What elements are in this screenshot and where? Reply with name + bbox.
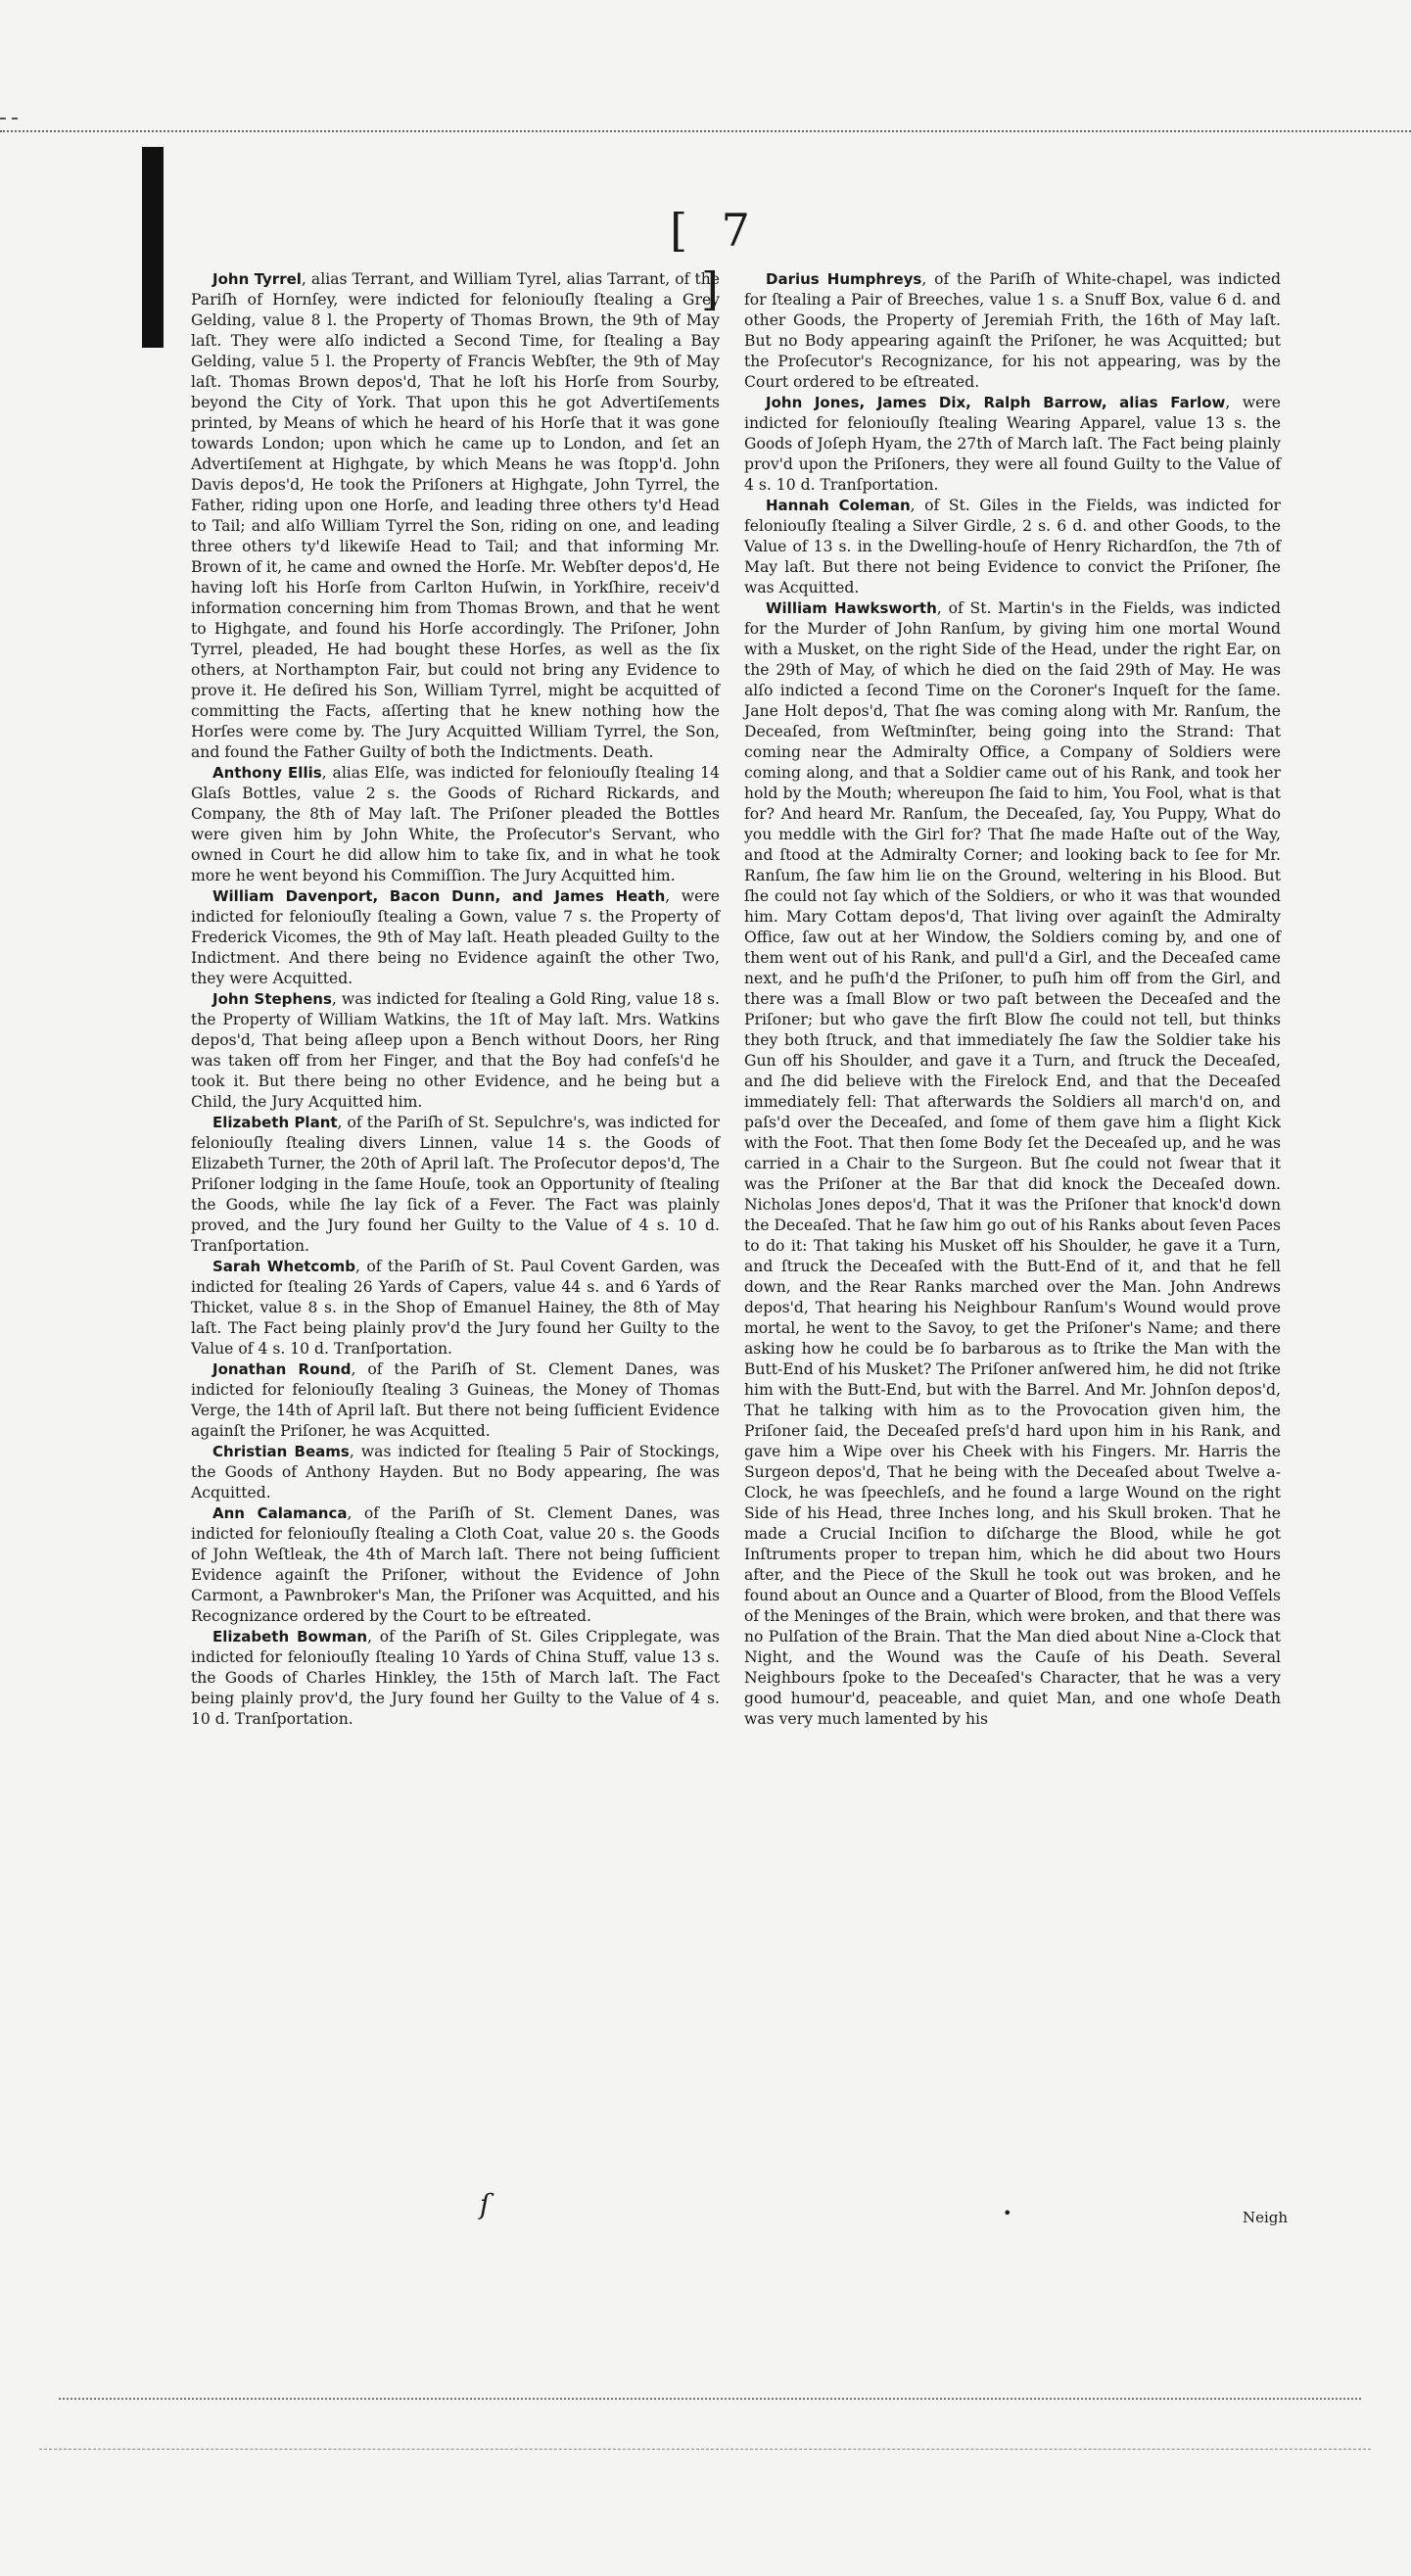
trial-entry [744, 393, 1281, 496]
defendant-name: Sarah Whetcomb [212, 1258, 355, 1275]
trial-entry [191, 763, 720, 886]
entry-text: , alias Terrant, and William Tyrel, alias Tarrant, of the Pariſh of Hornſey, were indicted for feloniouſly ſtealing a Grey Gelding, value 8 l. the Property of Thomas Brown, the 9th of May laſt. They were alſo indicted a Second Time, for ſtealing a Bay Gelding, value 5 l. the Property of Francis Webſter, the 9th of May laſt. Thomas Brown depos'd, That he loſt his Horſe from Sourby, beyond the City of York. That upon this he got Advertiſements printed, by Means of which he heard of his Horſe that it was gone towards London; upon which he came up to London, and ſet an Advertiſement at Highgate, by which Means he was ſtopp'd. John Davis depos'd, He took the Priſoners at Highgate, John Tyrrel, the Father, riding upon one Horſe, and leading three others ty'd Head to Tail; and alſo William Tyrrel the Son, riding on one, and leading three others ty'd likewiſe Head to Tail; and that informing Mr. Brown of it, he came and owned the Horſe. Mr. Webſter depos'd, He having loſt his Horſe from Carlton Huſwin, in Yorkſhire, receiv'd information concerning him from Thomas Brown, and that he went to Highgate, and found his Horſe accordingly. The Priſoner, John Tyrrel, pleaded, He had bought these Horſes, as well as the ſix others, at Northampton Fair, but could not bring any Evidence to prove it. He deſired his Son, William Tyrrel, might be acquitted of committing the Facts, aſſerting that he knew nothing how the Horſes were come by. The Jury Acquitted William Tyrrel, the Son, and found the Father Guilty of both the Indictments. Death. [191, 270, 720, 761]
trial-entry [744, 598, 1281, 1730]
scan-artifact-left-edge [0, 118, 18, 159]
defendant-name: Elizabeth Bowman [212, 1628, 368, 1646]
bullet-mark: • [1003, 2204, 1012, 2222]
scan-artifact-bottom-rule-2 [39, 2449, 1371, 2450]
defendant-name: Anthony Ellis [212, 764, 322, 782]
catchword: Neigh [1242, 2209, 1288, 2226]
right-column [744, 269, 1281, 1730]
trial-entry [191, 1113, 720, 1257]
defendant-name: Hannah Coleman [766, 497, 911, 514]
defendant-name: Christian Beams [212, 1443, 350, 1460]
trial-entry [744, 496, 1281, 598]
trial-entry [744, 269, 1281, 393]
defendant-name: Jonathan Round [212, 1360, 352, 1378]
defendant-name: John Tyrrel [212, 270, 302, 288]
scan-artifact-top-rule [0, 130, 1411, 132]
trial-entry [191, 1442, 720, 1503]
page-number: [ 7 ] [670, 204, 760, 315]
defendant-name: John Jones, James Dix, Ralph Barrow, alias Farlow [766, 394, 1226, 411]
signature-mark: ſ [479, 2188, 491, 2220]
trial-entry [191, 886, 720, 989]
defendant-name: Darius Humphreys [766, 270, 922, 288]
trial-entry [191, 1503, 720, 1627]
entry-text: , of the Pariſh of St. Giles Cripplegate, was indicted for feloniouſly ſtealing 10 Yards of China Stuff, value 13 s. the Goods of Charles Hinkley, the 15th of March laſt. The Fact being plainly prov'd, the Jury found her Guilty to the Value of 4 s. 10 d. Tranſportation. [191, 1628, 721, 1728]
trial-entry [191, 1627, 720, 1730]
entry-text: , of the Pariſh of White-chapel, was indicted for ſtealing a Pair of Breeches, value 1 s. a Snuff Box, value 6 d. and other Goods, the Property of Jeremiah Frith, the 16th of May laſt. But no Body appearing againſt the Priſoner, he was Acquitted; but the Proſecutor's Recognizance, for his not appearing, was by the Court ordered to be eſtreated. [744, 270, 1281, 391]
scan-artifact-black-bar [142, 147, 164, 348]
entry-text: , of the Pariſh of St. Clement Danes, was indicted for feloniouſly ſtealing a Cloth Coat, value 20 s. the Goods of John Weſtleak, the 4th of March laſt. There not being ſufficient Evidence againſt the Priſoner, without the Evidence of John Carmont, a Pawnbroker's Man, the Priſoner was Acquitted, and his Recognizance ordered by the Court to be eſtreated. [191, 1504, 720, 1625]
entry-text: , was indicted for ſtealing a Gold Ring, value 18 s. the Property of William Watkins, the 1ſt of May laſt. Mrs. Watkins depos'd, That being aſleep upon a Bench without Doors, her Ring was taken off from her Finger, and that the Boy had confeſs'd he took it. But there being no other Evidence, and he being but a Child, the Jury Acquitted him. [191, 990, 721, 1111]
entry-text: , was indicted for ſtealing 5 Pair of Stockings, the Goods of Anthony Hayden. But no Body appearing, ſhe was Acquitted. [191, 1443, 720, 1502]
entry-text: , of the Pariſh of St. Paul Covent Garden, was indicted for ſtealing 26 Yards of Capers, value 44 s. and 6 Yards of Thicket, value 8 s. in the Shop of Emanuel Hainey, the 8th of May laſt. The Fact being plainly prov'd the Jury found her Guilty to the Value of 4 s. 10 d. Tranſportation. [191, 1258, 720, 1358]
trial-entry [191, 1257, 720, 1360]
scan-artifact-bottom-rule [59, 2398, 1361, 2400]
trial-entry [191, 1360, 720, 1442]
defendant-name: William Davenport, Bacon Dunn, and James Heath [212, 887, 666, 905]
defendant-name: John Stephens [212, 990, 332, 1008]
defendant-name: William Hawksworth [766, 599, 937, 617]
entry-text: , of the Pariſh of St. Sepulchre's, was indicted for feloniouſly ſtealing divers Linnen, value 14 s. the Goods of Elizabeth Turner, the 20th of April laſt. The Proſecutor depos'd, The Priſoner lodging in the ſame Houſe, took an Opportunity of ſtealing the Goods, while ſhe lay ſick of a Fever. The Fact was plainly proved, and the Jury found her Guilty to the Value of 4 s. 10 d. Tranſportation. [191, 1114, 720, 1255]
trial-entry [191, 269, 720, 763]
entry-text: , were indicted for feloniouſly ſtealing a Gown, value 7 s. the Property of Frederick Vicomes, the 9th of May laſt. Heath pleaded Guilty to the Indictment. And there being no Evidence againſt the other Two, they were Acquitted. [191, 887, 720, 987]
left-column [191, 269, 720, 1730]
trial-entry [191, 989, 720, 1113]
defendant-name: Elizabeth Plant [212, 1114, 338, 1131]
entry-text: , of St. Martin's in the Fields, was indicted for the Murder of John Ranſum, by giving him one mortal Wound with a Musket, on the right Side of the Head, under the right Ear, on the 29th of May, of which he died on the ſaid 29th of May. He was alſo indicted a ſecond Time on the Coroner's Inqueſt for the ſame. Jane Holt depos'd, That ſhe was coming along with Mr. Ranſum, the Deceaſed, from Weſtminſter, being going into the Strand: That coming near the Admiralty Office, a Company of Soldiers were coming along, and that a Soldier came out of his Rank, and took her hold by the Mouth; whereupon ſhe ſaid to him, You Fool, what is that for? And heard Mr. Ranſum, the Deceaſed, ſay, You Puppy, What do you meddle with the Girl for? That ſhe made Haſte out of the Way, and ſtood at the Admiralty Corner; and looking back to ſee for Mr. Ranſum, ſhe ſaw him lie on the Ground, weltering in his Blood. But ſhe could not ſay which of the Soldiers, or who it was that wounded him. Mary Cottam depos'd, That living over againſt the Admiralty Office, ſaw out at her Window, the Soldiers coming by, and one of them went out of his Rank, and pull'd a Girl, and the Deceaſed came next, and he puſh'd the Priſoner, to puſh him off from the Girl, and there was a ſmall Blow or two paſt between the Deceaſed and the Priſoner; but who gave the firſt Blow ſhe could not tell, but thinks they both ſtruck, and that immediately ſhe ſaw the Soldier take his Gun off his Shoulder, and gave it a Turn, and ſtruck the Deceaſed, and ſhe did believe with the Firelock End, and that the Deceaſed immediately fell: That afterwards the Soldiers all march'd on, and paſs'd over the Deceaſed, and ſome of them gave him a ſlight Kick with the Foot. That then ſome Body ſet the Deceaſed up, and he was carried in a Chair to the Surgeon. But ſhe could not ſwear that it was the Priſoner at the Bar that did knock the Deceaſed down. Nicholas Jones depos'd, That it was the Priſoner that knock'd down the Deceaſed. That he ſaw him go out of his Ranks about ſeven Paces to do it: That taking his Musket off his Shoulder, he gave it a Turn, and ſtruck the Deceaſed with the Butt-End of it, and that he fell down, and the Rear Ranks marched over the Man. John Andrews depos'd, That hearing his Neighbour Ranſum's Wound would prove mortal, he went to the Savoy, to get the Priſoner's Name; and there asking how he could be ſo barbarous as to ſtrike the Man with the Butt-End of his Musket? The Priſoner anſwered him, he did not ſtrike him with the Butt-End, but with the Barrel. And Mr. Johnſon depos'd, That he talking with him as to the Provocation given him, the Priſoner ſaid, the Deceaſed preſs'd hard upon him in his Rank, and gave him a Wipe over his Cheek with his Fingers. Mr. Harris the Surgeon depos'd, That he being with the Deceaſed about Twelve a-Clock, he was ſpeechleſs, and he found a large Wound on the right Side of his Head, three Inches long, and his Skull broken. That he made a Crucial Inciſion to diſcharge the Blood, while he got Inſtruments proper to trepan him, which he did about two Hours after, and the Piece of the Skull he took out was broken, and he found about an Ounce and a Quarter of Blood, from the Blood Veſſels of the Meninges of the Brain, which were broken, and that there was no Pulſation of the Brain. That the Man died about Nine a-Clock that Night, and the Wound was the Cauſe of his Death. Several Neighbours ſpoke to the Deceaſed's Character, that he was a very good humour'd, peaceable, and quiet Man, and one whoſe Death was very much lamented by his [744, 599, 1281, 1728]
entry-text: , alias Elſe, was indicted for feloniouſly ſtealing 14 Glaſs Bottles, value 2 s. the Goods of Richard Rickards, and Company, the 8th of May laſt. The Priſoner pleaded the Bottles were given him by John White, the Proſecutor's Servant, who owned in Court he did allow him to take ſix, and in what he took more he went beyond his Commiſſion. The Jury Acquitted him. [191, 764, 720, 884]
entry-text: , of the Pariſh of St. Clement Danes, was indicted for feloniouſly ſtealing 3 Guineas, the Money of Thomas Verge, the 14th of April laſt. But there not being ſufficient Evidence againſt the Priſoner, he was Acquitted. [191, 1360, 720, 1440]
entry-text: , of St. Giles in the Fields, was indicted for feloniouſly ſtealing a Silver Girdle, 2 s. 6 d. and other Goods, to the Value of 13 s. in the Dwelling-houſe of Henry Richardſon, the 7th of May laſt. But there not being Evidence to convict the Priſoner, ſhe was Acquitted. [744, 497, 1281, 596]
defendant-name: Ann Calamanca [212, 1504, 348, 1522]
entry-text: , were indicted for feloniouſly ſtealing Wearing Apparel, value 13 s. the Goods of Joſeph Hyam, the 27th of March laſt. The Fact being plainly prov'd upon the Priſoners, they were all found Guilty to the Value of 4 s. 10 d. Tranſportation. [744, 394, 1281, 494]
